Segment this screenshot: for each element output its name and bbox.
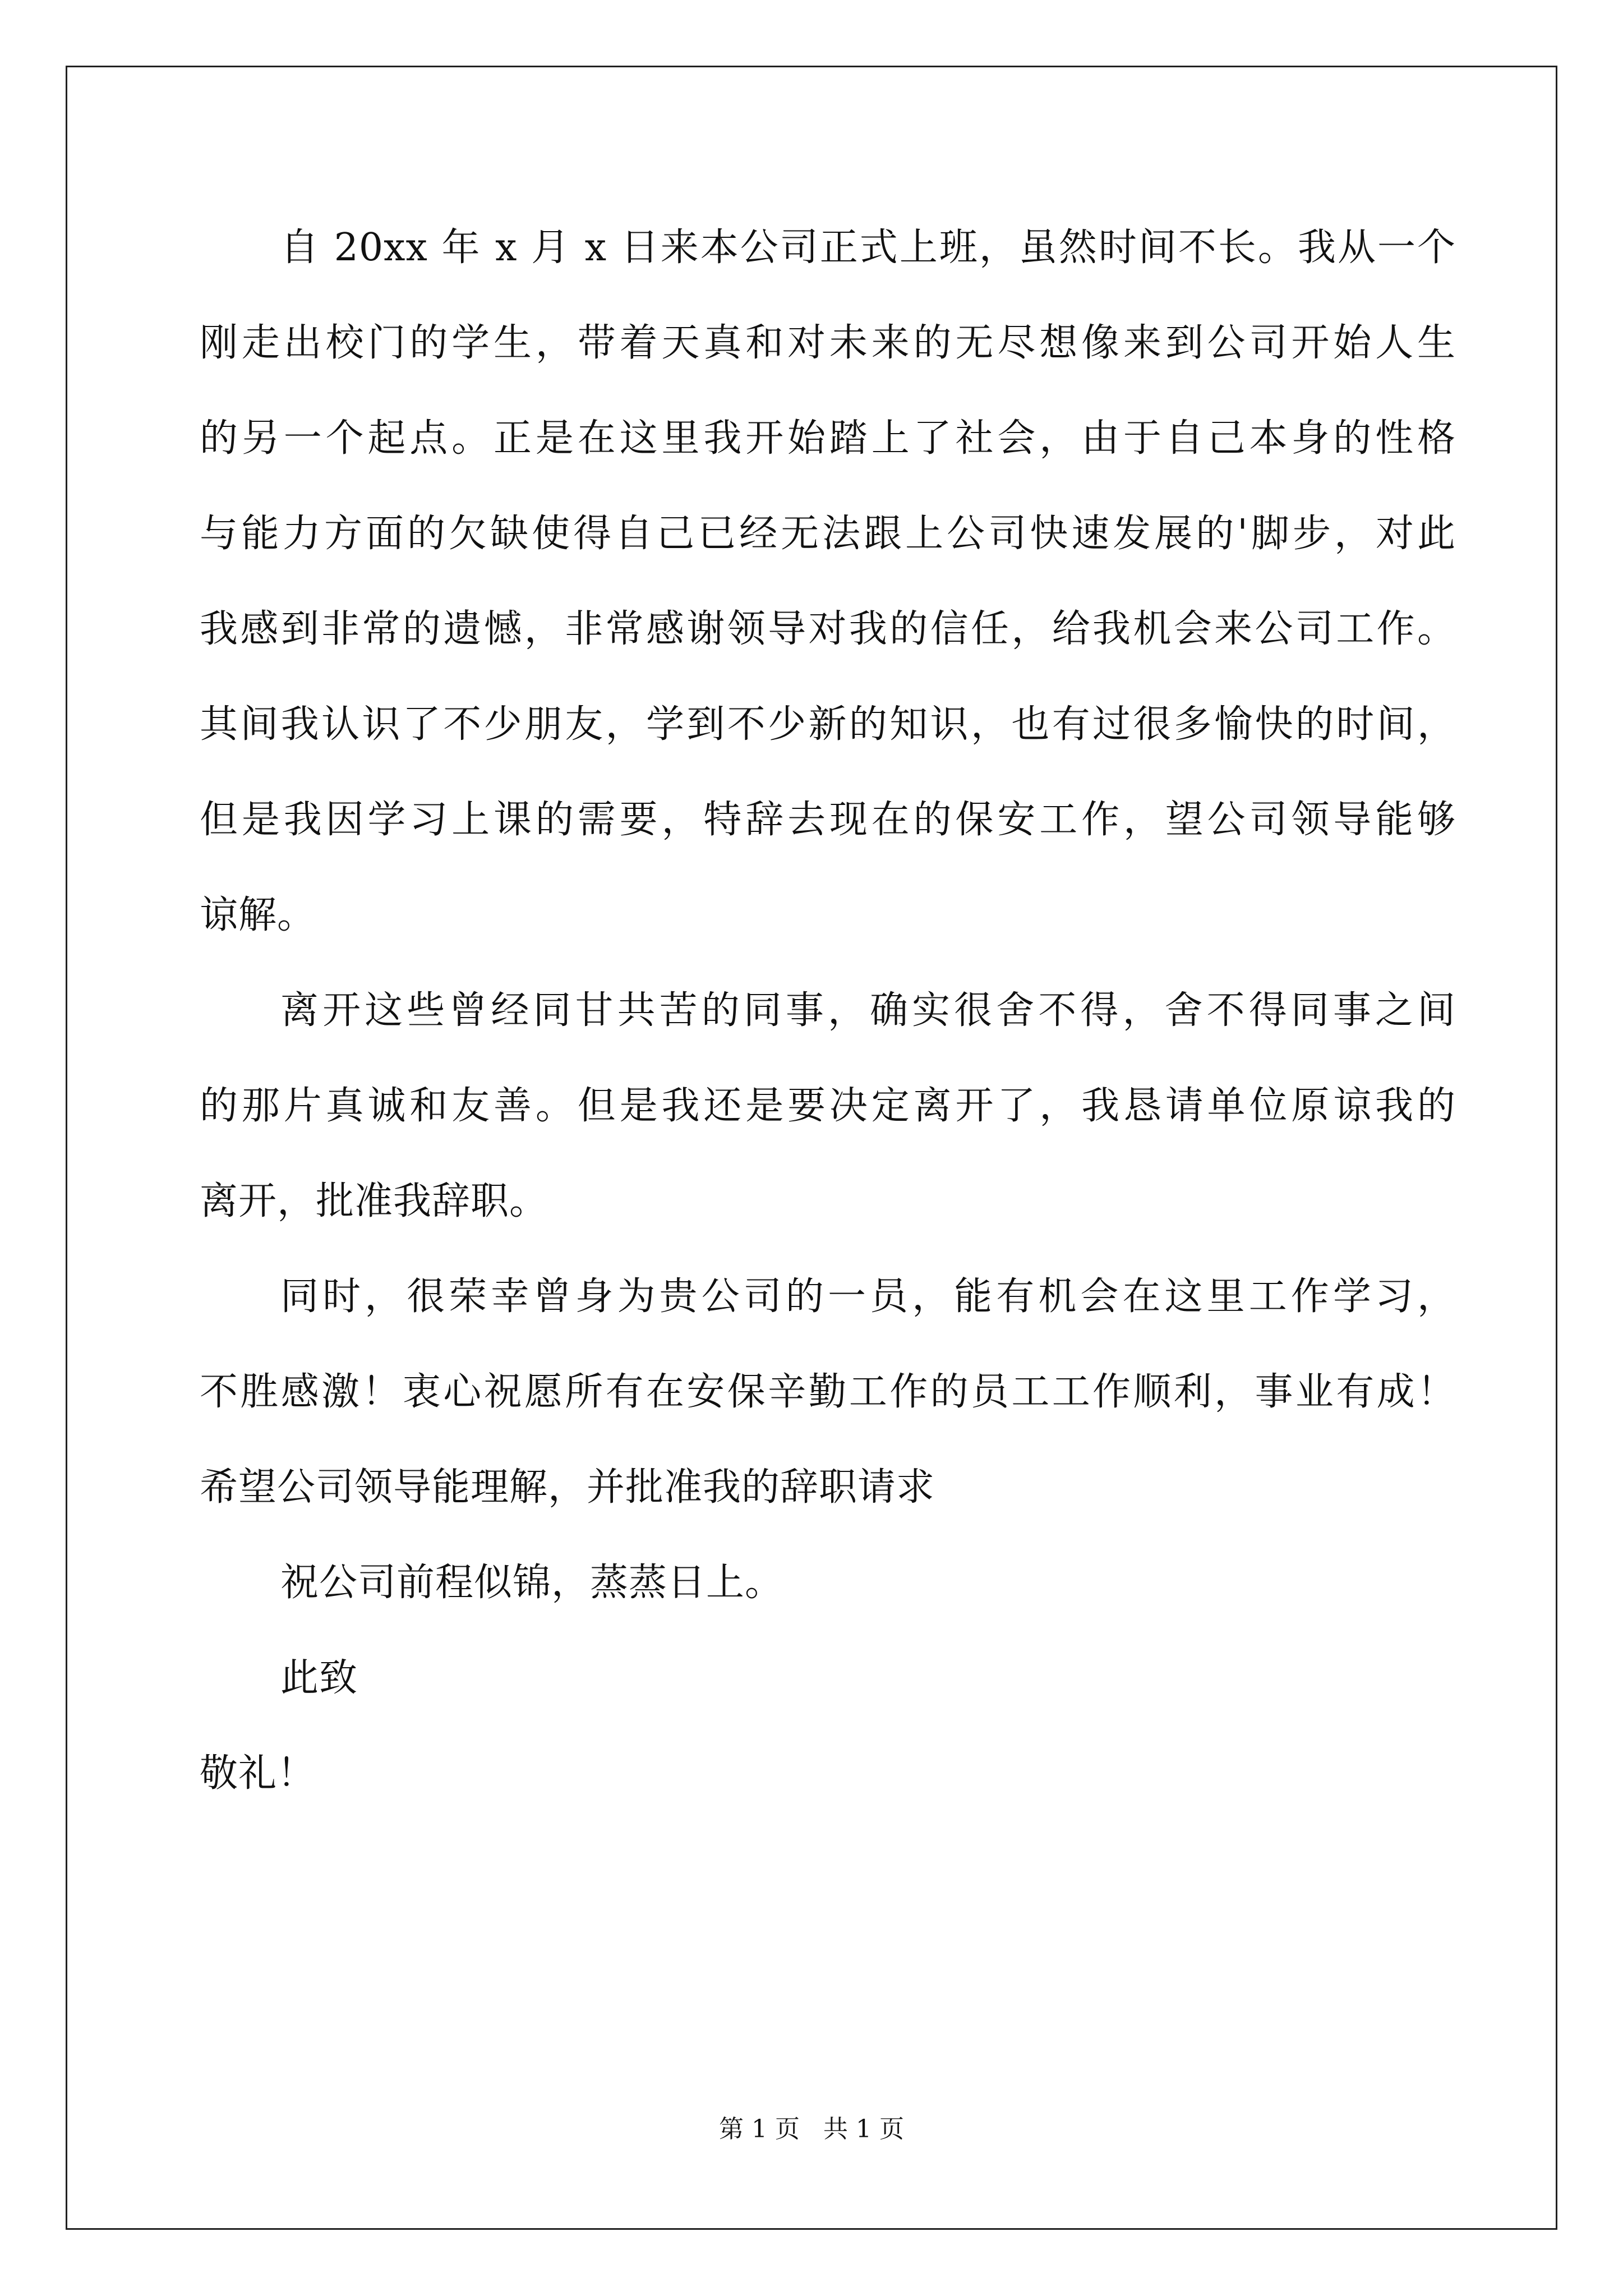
paragraph-3-line-3: 希望公司领导能理解，并批准我的辞职请求 — [200, 1465, 935, 1510]
paragraph-1-line-8: 谅解。 — [200, 893, 316, 937]
closing-wish: 祝公司前程似锦，蒸蒸日上。 — [280, 1561, 784, 1605]
paragraph-2-line-1: 离开这些曾经同甘共苦的同事，确实很舍不得，舍不得同事之间 — [280, 988, 1456, 1033]
closing-regards: 敬礼！ — [200, 1751, 316, 1796]
paragraph-1-line-1: 自 20xx 年 x 月 x 日来本公司正式上班，虽然时间不长。我从一个 — [280, 226, 1456, 270]
paragraph-1-line-6: 其间我认识了不少朋友，学到不少新的知识，也有过很多愉快的时间， — [200, 702, 1456, 747]
page-footer: 第 1 页 共 1 页 — [719, 2115, 904, 2143]
paragraph-2-line-3: 离开，批准我辞职。 — [200, 1179, 548, 1223]
paragraph-1-line-2: 刚走出校门的学生，带着天真和对未来的无尽想像来到公司开始人生 — [200, 321, 1456, 365]
paragraph-3-line-1: 同时，很荣幸曾身为贵公司的一员，能有机会在这里工作学习， — [280, 1274, 1456, 1319]
paragraph-1-line-7: 但是我因学习上课的需要，特辞去现在的保安工作，望公司领导能够 — [200, 798, 1456, 842]
paragraph-1-line-5: 我感到非常的遗憾，非常感谢领导对我的信任，给我机会来公司工作。 — [200, 607, 1456, 651]
page-border — [66, 66, 1557, 2230]
paragraph-1-line-3: 的另一个起点。正是在这里我开始踏上了社会，由于自己本身的性格 — [200, 416, 1456, 461]
paragraph-2-line-2: 的那片真诚和友善。但是我还是要决定离开了，我恳请单位原谅我的 — [200, 1084, 1456, 1128]
paragraph-3-line-2: 不胜感激！衷心祝愿所有在安保辛勤工作的员工工作顺利，事业有成！ — [200, 1370, 1456, 1414]
paragraph-1-line-4: 与能力方面的欠缺使得自己已经无法跟上公司快速发展的'脚步，对此 — [200, 512, 1456, 556]
closing-salutation: 此致 — [280, 1656, 358, 1700]
